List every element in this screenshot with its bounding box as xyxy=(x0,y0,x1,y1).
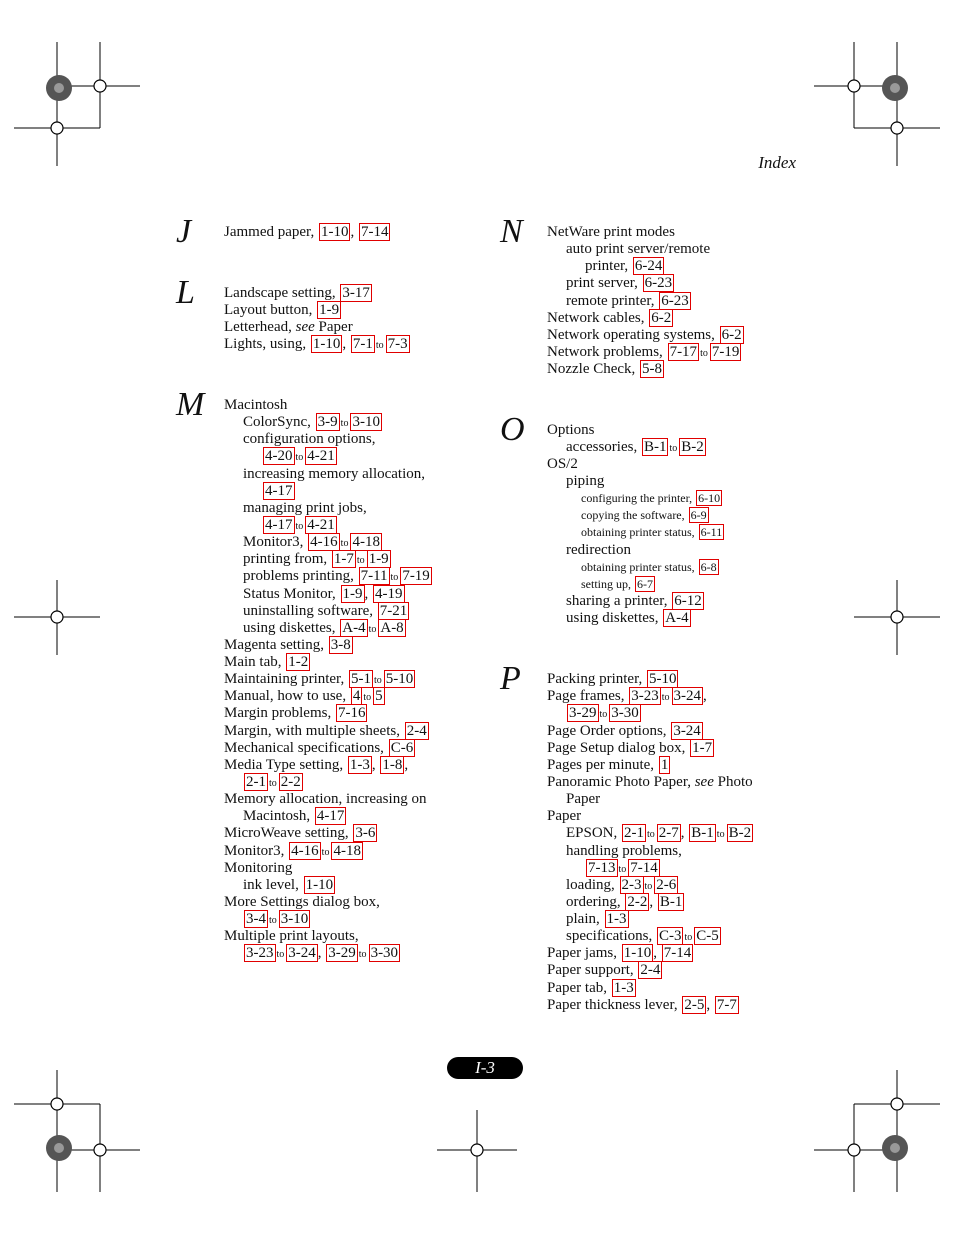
range-to: to xyxy=(356,555,365,566)
entry-text: plain, xyxy=(566,911,604,927)
entry-text: configuring the printer, xyxy=(581,491,696,505)
range-to: to xyxy=(363,692,372,703)
index-entry xyxy=(262,517,337,534)
page-link[interactable]: 3-29 xyxy=(569,705,597,721)
entry-text: Magenta setting, xyxy=(224,637,328,653)
entry-text: specifications, xyxy=(566,928,656,944)
index-entry xyxy=(262,448,337,465)
entry-text: Memory allocation, increasing on xyxy=(224,791,427,807)
range-to: to xyxy=(269,778,277,789)
page-link[interactable]: 1-10 xyxy=(320,224,349,240)
page-link[interactable]: 6-7 xyxy=(637,577,653,591)
page-link[interactable]: 4-17 xyxy=(265,483,293,499)
index-entry xyxy=(243,945,400,962)
index-entry xyxy=(547,980,636,997)
index-entry xyxy=(224,928,359,945)
index-entry xyxy=(566,439,706,456)
see-reference: see xyxy=(694,774,714,790)
page-link[interactable]: 1-3 xyxy=(613,980,634,996)
page-link[interactable]: 2-5 xyxy=(684,997,705,1013)
index-entry xyxy=(224,843,363,860)
index-entry xyxy=(224,723,429,740)
entry-text: NetWare print modes xyxy=(547,224,675,240)
entry-text: Panoramic Photo Paper, xyxy=(547,774,695,790)
page-link[interactable]: 4-17 xyxy=(265,517,293,533)
entry-text: Lights, using, xyxy=(224,336,310,352)
page-link[interactable]: 2-2 xyxy=(627,894,648,910)
range-to: to xyxy=(295,521,304,532)
entry-text: Monitor3, xyxy=(243,534,308,550)
index-entry xyxy=(566,705,641,722)
page-link[interactable]: 1 xyxy=(660,757,669,773)
entry-text: printer, xyxy=(585,258,632,274)
page-link[interactable]: 2-4 xyxy=(640,962,661,978)
index-entry xyxy=(581,559,719,576)
page-link[interactable]: 3-10 xyxy=(280,911,309,927)
page-link[interactable]: 7-14 xyxy=(360,224,389,240)
index-entry xyxy=(243,774,303,791)
page-link[interactable]: 4-21 xyxy=(307,517,335,533)
index-entry xyxy=(547,671,678,688)
entry-text: Multiple print layouts, xyxy=(224,928,359,944)
page-link[interactable]: 3-30 xyxy=(611,705,639,721)
page-number: I-3 xyxy=(447,1057,523,1079)
index-entry xyxy=(547,688,707,705)
index-entry xyxy=(547,945,693,962)
entry-text: Paper xyxy=(314,319,353,335)
entry-text: accessories, xyxy=(566,439,641,455)
range-to: to xyxy=(321,847,330,858)
page-link[interactable]: 7-17 xyxy=(669,344,698,360)
entry-text: Photo xyxy=(713,774,753,790)
range-to: to xyxy=(669,443,678,454)
index-entry xyxy=(224,224,390,241)
index-entry xyxy=(547,456,578,473)
index-entry xyxy=(566,928,721,945)
page-link[interactable]: B-1 xyxy=(643,439,667,455)
entry-text: Jammed paper, xyxy=(224,224,318,240)
page-link[interactable]: 1-2 xyxy=(288,654,309,670)
index-entry xyxy=(547,808,581,825)
index-entry xyxy=(224,894,380,911)
entry-text: Paper thickness lever, xyxy=(547,997,682,1013)
page-link[interactable]: C-6 xyxy=(390,740,414,756)
index-entry xyxy=(243,603,409,620)
index-entry xyxy=(224,671,415,688)
entry-text: , xyxy=(653,945,661,961)
page-link[interactable]: 7-19 xyxy=(711,344,740,360)
range-to: to xyxy=(618,864,627,875)
index-letter-l: L xyxy=(176,274,195,311)
page-link[interactable]: 1-9 xyxy=(368,551,389,567)
index-entry xyxy=(547,422,595,439)
page-link[interactable]: 2-4 xyxy=(406,723,427,739)
index-entry xyxy=(224,336,410,353)
entry-text: More Settings dialog box, xyxy=(224,894,380,910)
entry-text: Paper jams, xyxy=(547,945,621,961)
range-to: to xyxy=(700,348,708,359)
page-link[interactable]: 7-1 xyxy=(352,336,373,352)
index-entry xyxy=(224,705,367,722)
entry-text: Margin, with multiple sheets, xyxy=(224,723,404,739)
entry-text: Layout button, xyxy=(224,302,317,318)
page-link[interactable]: 3-6 xyxy=(355,825,376,841)
entry-text: Macintosh xyxy=(224,397,288,413)
entry-text: Paper support, xyxy=(547,962,638,978)
page-link[interactable]: 6-23 xyxy=(661,293,689,309)
index-entry xyxy=(566,293,691,310)
page-link[interactable]: 1-9 xyxy=(319,302,340,318)
index-entry xyxy=(566,877,678,894)
range-to: to xyxy=(340,418,349,429)
entry-text: sharing a printer, xyxy=(566,593,672,609)
entry-text: Options xyxy=(547,422,595,438)
page-link[interactable]: 5-8 xyxy=(642,361,663,377)
index-entry xyxy=(547,224,675,241)
page-link[interactable]: 3-23 xyxy=(246,945,274,961)
entry-text: Network cables, xyxy=(547,310,649,326)
page-link[interactable]: 5-10 xyxy=(385,671,414,687)
entry-text: handling problems, xyxy=(566,843,682,859)
page-link[interactable]: 2-1 xyxy=(624,825,645,841)
index-letter-n: N xyxy=(500,213,523,250)
page-link[interactable]: 6-12 xyxy=(674,593,702,609)
index-entry xyxy=(581,524,724,541)
entry-text: Landscape setting, xyxy=(224,285,340,301)
page-link[interactable]: 7-14 xyxy=(630,860,658,876)
page-link[interactable]: 6-9 xyxy=(690,508,707,522)
range-to: to xyxy=(269,915,277,926)
page-link[interactable]: 4 xyxy=(352,688,361,704)
page-link[interactable]: 7-11 xyxy=(360,568,388,584)
entry-text: Status Monitor, xyxy=(243,586,340,602)
page-link[interactable]: 7-13 xyxy=(588,860,616,876)
range-to: to xyxy=(276,949,285,960)
entry-text: Media Type setting, xyxy=(224,757,347,773)
index-letter-o: O xyxy=(500,411,525,448)
page-link[interactable]: 7-7 xyxy=(716,997,737,1013)
running-header: Index xyxy=(758,153,796,172)
index-entry xyxy=(224,757,408,774)
entry-text: Macintosh, xyxy=(243,808,314,824)
entry-text: Monitor3, xyxy=(224,843,289,859)
index-entry xyxy=(243,877,335,894)
index-entry xyxy=(243,414,382,431)
index-entry xyxy=(547,962,662,979)
index-entry xyxy=(224,654,310,671)
entry-text: remote printer, xyxy=(566,293,659,309)
page-link[interactable]: 6-24 xyxy=(634,258,663,274)
index-entry xyxy=(581,507,709,524)
range-to: to xyxy=(716,829,725,840)
page-link[interactable]: 2-6 xyxy=(656,877,677,893)
index-entry xyxy=(547,997,739,1014)
index-entry xyxy=(547,774,753,791)
range-to: to xyxy=(390,572,399,583)
entry-text: OS/2 xyxy=(547,456,578,472)
page-link[interactable]: 6-2 xyxy=(651,310,672,326)
entry-text: , xyxy=(364,586,372,602)
range-to: to xyxy=(599,709,608,720)
index-entry xyxy=(581,490,722,507)
index-entry xyxy=(547,327,744,344)
index-entry xyxy=(224,397,287,414)
entry-text: loading, xyxy=(566,877,619,893)
entry-text: Paper tab, xyxy=(547,980,611,996)
index-entry xyxy=(585,258,664,275)
index-entry xyxy=(566,825,753,842)
entry-text: , xyxy=(680,825,689,841)
entry-text: printing from, xyxy=(243,551,331,567)
see-reference: see xyxy=(295,319,315,335)
entry-text: Pages per minute, xyxy=(547,757,658,773)
index-entry xyxy=(566,610,691,627)
entry-text: piping xyxy=(566,473,605,489)
range-to: to xyxy=(368,624,377,635)
range-to: to xyxy=(358,949,367,960)
page-link[interactable]: 4-20 xyxy=(265,448,293,464)
index-entry xyxy=(243,568,432,585)
index-entry xyxy=(243,911,310,928)
page-link[interactable]: 7-19 xyxy=(402,568,430,584)
page-link[interactable]: B-1 xyxy=(659,894,683,910)
index-entry xyxy=(566,894,684,911)
page-link[interactable]: B-2 xyxy=(728,825,752,841)
index-entry xyxy=(224,302,341,319)
entry-text: Packing printer, xyxy=(547,671,646,687)
page-link[interactable]: A-4 xyxy=(342,620,366,636)
page-link[interactable]: 6-10 xyxy=(698,491,721,505)
index-entry xyxy=(224,825,377,842)
entry-text: , xyxy=(649,894,657,910)
index-entry xyxy=(547,361,664,378)
index-entry xyxy=(581,576,655,593)
index-entry xyxy=(243,431,375,448)
index-entry xyxy=(566,791,600,808)
index-entry xyxy=(547,344,741,361)
page-link[interactable]: 3-29 xyxy=(328,945,356,961)
index-entry xyxy=(243,620,406,637)
index-letter-p: P xyxy=(500,660,521,697)
index-entry xyxy=(224,791,426,808)
entry-text: MicroWeave setting, xyxy=(224,825,353,841)
index-entry xyxy=(566,275,674,292)
index-entry xyxy=(243,534,382,551)
range-to: to xyxy=(340,538,349,549)
index-entry xyxy=(547,740,714,757)
index-entry xyxy=(566,473,604,490)
page-link[interactable]: C-3 xyxy=(658,928,682,944)
page-link[interactable]: 1-10 xyxy=(305,877,334,893)
page-link[interactable]: 5-1 xyxy=(350,671,371,687)
entry-text: using diskettes, xyxy=(566,610,663,626)
page-link[interactable]: 3-24 xyxy=(288,945,316,961)
entry-text: Page frames, xyxy=(547,688,629,704)
entry-text: ordering, xyxy=(566,894,625,910)
page-link[interactable]: 2-3 xyxy=(621,877,642,893)
entry-text: Main tab, xyxy=(224,654,286,670)
entry-text: obtaining printer status, xyxy=(581,560,698,574)
page-link[interactable]: 1-3 xyxy=(349,757,370,773)
entry-text: Paper xyxy=(566,791,601,807)
entry-text: Manual, how to use, xyxy=(224,688,350,704)
index-entry xyxy=(262,483,295,500)
index-entry xyxy=(224,740,415,757)
entry-text: configuration options, xyxy=(243,431,376,447)
index-entry xyxy=(566,843,682,860)
index-letter-j: J xyxy=(176,213,192,250)
index-letter-m: M xyxy=(176,386,205,423)
entry-text: setting up, xyxy=(581,577,634,591)
index-entry xyxy=(547,757,670,774)
page-link[interactable]: 3-9 xyxy=(317,414,338,430)
range-to: to xyxy=(295,452,304,463)
range-to: to xyxy=(375,340,384,351)
index-entry xyxy=(243,808,346,825)
page-link[interactable]: 3-4 xyxy=(246,911,266,927)
page-link[interactable]: 1-7 xyxy=(333,551,354,567)
page-link[interactable]: 1-9 xyxy=(342,586,363,602)
page-link[interactable]: 6-11 xyxy=(700,525,723,539)
index-entry xyxy=(547,723,703,740)
index-entry xyxy=(243,500,367,517)
index-entry xyxy=(224,285,372,302)
page-link[interactable]: 4-16 xyxy=(291,843,319,859)
entry-text: copying the software, xyxy=(581,508,688,522)
index-entry xyxy=(243,466,425,483)
range-to: to xyxy=(684,932,693,943)
entry-text: Network problems, xyxy=(547,344,667,360)
index-entry xyxy=(224,637,353,654)
page-link[interactable]: 5 xyxy=(375,688,383,704)
page-link[interactable]: 1-8 xyxy=(382,757,403,773)
entry-text: Margin problems, xyxy=(224,705,335,721)
index-entry xyxy=(566,593,704,610)
index-entry xyxy=(547,310,673,327)
page-link[interactable]: 1-10 xyxy=(312,336,341,352)
index-entry xyxy=(224,688,385,705)
page-link[interactable]: 4-16 xyxy=(310,534,338,550)
page-link[interactable]: 7-3 xyxy=(387,336,408,352)
range-to: to xyxy=(373,675,382,686)
entry-text: redirection xyxy=(566,542,631,558)
index-entry xyxy=(585,860,660,877)
entry-text: Nozzle Check, xyxy=(547,361,640,377)
page-link[interactable]: 3-23 xyxy=(631,688,659,704)
range-to: to xyxy=(661,692,670,703)
page-link[interactable]: 6-23 xyxy=(644,275,673,291)
entry-text: , xyxy=(371,757,380,773)
page-link[interactable]: 4-19 xyxy=(375,586,403,602)
entry-text: Letterhead, xyxy=(224,319,296,335)
index-entry xyxy=(566,542,631,559)
page-link[interactable]: 2-1 xyxy=(246,774,266,790)
page-link[interactable]: 7-16 xyxy=(337,705,366,721)
entry-text: auto print server/remote xyxy=(566,241,711,257)
entry-text: , xyxy=(404,757,409,773)
index-entry xyxy=(224,319,353,336)
page-link[interactable]: 4-18 xyxy=(352,534,380,550)
entry-text: , xyxy=(317,945,326,961)
entry-text: increasing memory allocation, xyxy=(243,466,426,482)
page-link[interactable]: A-8 xyxy=(380,620,404,636)
entry-text: , xyxy=(342,336,350,352)
entry-text: Network operating systems, xyxy=(547,327,719,343)
entry-text: EPSON, xyxy=(566,825,622,841)
entry-text: Paper xyxy=(547,808,582,824)
page-link[interactable]: 2-7 xyxy=(658,825,679,841)
range-to: to xyxy=(647,829,655,840)
entry-text: ColorSync, xyxy=(243,414,315,430)
page-link[interactable]: B-2 xyxy=(681,439,704,455)
page-link[interactable]: 6-2 xyxy=(721,327,742,343)
page-link[interactable]: 1-10 xyxy=(623,945,652,961)
page-link[interactable]: 1-3 xyxy=(606,911,627,927)
entry-text: Monitoring xyxy=(224,860,293,876)
page-link[interactable]: 6-8 xyxy=(700,560,717,574)
page-link[interactable]: 3-30 xyxy=(370,945,399,961)
entry-text: , xyxy=(350,224,358,240)
page-link[interactable]: C-5 xyxy=(696,928,719,944)
entry-text: Page Setup dialog box, xyxy=(547,740,690,756)
entry-text: , xyxy=(706,997,714,1013)
page-link[interactable]: 3-24 xyxy=(673,688,701,704)
entry-text: Page Order options, xyxy=(547,723,671,739)
page-link[interactable]: 4-18 xyxy=(333,843,361,859)
page-link[interactable]: 7-14 xyxy=(663,945,692,961)
index-entry xyxy=(566,911,629,928)
page-link[interactable]: 2-2 xyxy=(280,774,301,790)
page-link[interactable]: 1-7 xyxy=(692,740,713,756)
entry-text: Maintaining printer, xyxy=(224,671,348,687)
page-link[interactable]: 4-21 xyxy=(307,448,335,464)
page-link[interactable]: 3-24 xyxy=(673,723,701,739)
page-link[interactable]: 5-10 xyxy=(648,671,677,687)
entry-text: managing print jobs, xyxy=(243,500,367,516)
page-link[interactable]: A-4 xyxy=(665,610,689,626)
page-link[interactable]: 3-8 xyxy=(330,637,351,653)
index-entry xyxy=(243,551,391,568)
entry-text: ink level, xyxy=(243,877,303,893)
index-entry xyxy=(566,241,710,258)
entry-text: print server, xyxy=(566,275,642,291)
index-entry xyxy=(243,586,405,603)
entry-text: , xyxy=(703,688,707,704)
page-link[interactable]: B-1 xyxy=(691,825,714,841)
range-to: to xyxy=(644,881,653,892)
page-link[interactable]: 4-17 xyxy=(316,808,345,824)
entry-text: obtaining printer status, xyxy=(581,525,698,539)
page-link[interactable]: 3-10 xyxy=(352,414,380,430)
index-entry xyxy=(224,860,292,877)
entry-text: Mechanical specifications, xyxy=(224,740,388,756)
entry-text: uninstalling software, xyxy=(243,603,377,619)
entry-text: problems printing, xyxy=(243,568,358,584)
page-link[interactable]: 7-21 xyxy=(379,603,408,619)
page-link[interactable]: 3-17 xyxy=(342,285,370,301)
entry-text: using diskettes, xyxy=(243,620,340,636)
